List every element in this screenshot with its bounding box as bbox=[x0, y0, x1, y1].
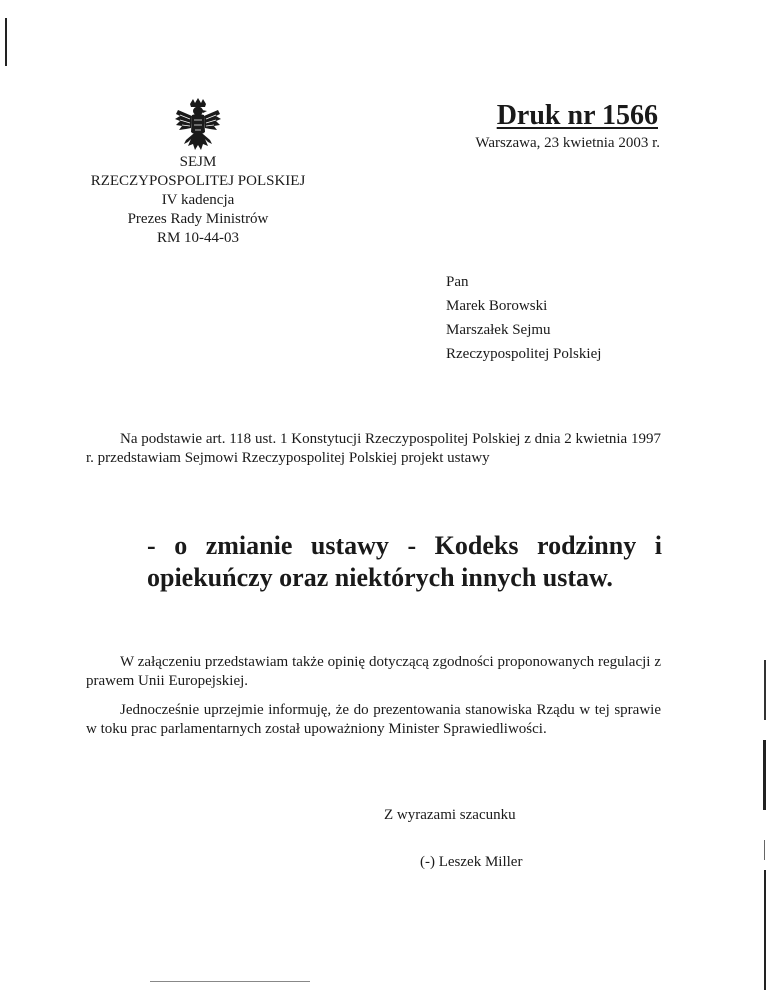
intro-paragraph: Na podstawie art. 118 ust. 1 Konstytucji Rzeczypospolitej Polskiej z dnia 2 kwietnia 1997 r. przedstawiam Sejmowi Rzeczypospolitej Polskiej projekt ustawy bbox=[86, 431, 661, 466]
sender-line-country: RZECZYPOSPOLITEJ POLSKIEJ bbox=[90, 173, 306, 189]
sender-line-sejm: SEJM bbox=[179, 154, 217, 170]
sender-line-term: IV kadencja bbox=[161, 192, 235, 208]
sender-line-office: Prezes Rady Ministrów bbox=[127, 211, 269, 227]
addressee-salutation: Pan bbox=[446, 274, 469, 290]
addressee-block bbox=[446, 270, 601, 366]
addressee-institution: Rzeczypospolitej Polskiej bbox=[446, 346, 602, 362]
document-date: Warszawa, 23 kwietnia 2003 r. bbox=[475, 135, 660, 151]
attachment-paragraph: W załączeniu przedstawiam także opinię dotyczącą zgodności proponowanych regulacji z prawem Unii Europejskiej. bbox=[86, 654, 661, 689]
polish-eagle-emblem-icon bbox=[174, 98, 222, 156]
document-number: Druk nr 1566 bbox=[496, 100, 658, 131]
scan-edge-mark bbox=[5, 18, 7, 66]
addressee-name: Marek Borowski bbox=[446, 298, 548, 314]
scan-edge-noise bbox=[763, 660, 766, 990]
scan-bottom-line bbox=[150, 981, 310, 982]
signature: (-) Leszek Miller bbox=[420, 854, 523, 870]
sender-block bbox=[60, 153, 336, 248]
closing-phrase: Z wyrazami szacunku bbox=[384, 807, 516, 823]
representative-paragraph: Jednocześnie uprzejmie informuję, że do prezentowania stanowiska Rządu w tej sprawie w toku prac parlamentarnych został upoważniony Minister Sprawiedliwości. bbox=[86, 702, 661, 737]
sender-line-reference: RM 10-44-03 bbox=[156, 230, 240, 246]
bill-title: - o zmianie ustawy - Kodeks rodzinny i opiekuńczy oraz niektórych innych ustaw. bbox=[147, 531, 662, 592]
addressee-position: Marszałek Sejmu bbox=[446, 322, 551, 338]
